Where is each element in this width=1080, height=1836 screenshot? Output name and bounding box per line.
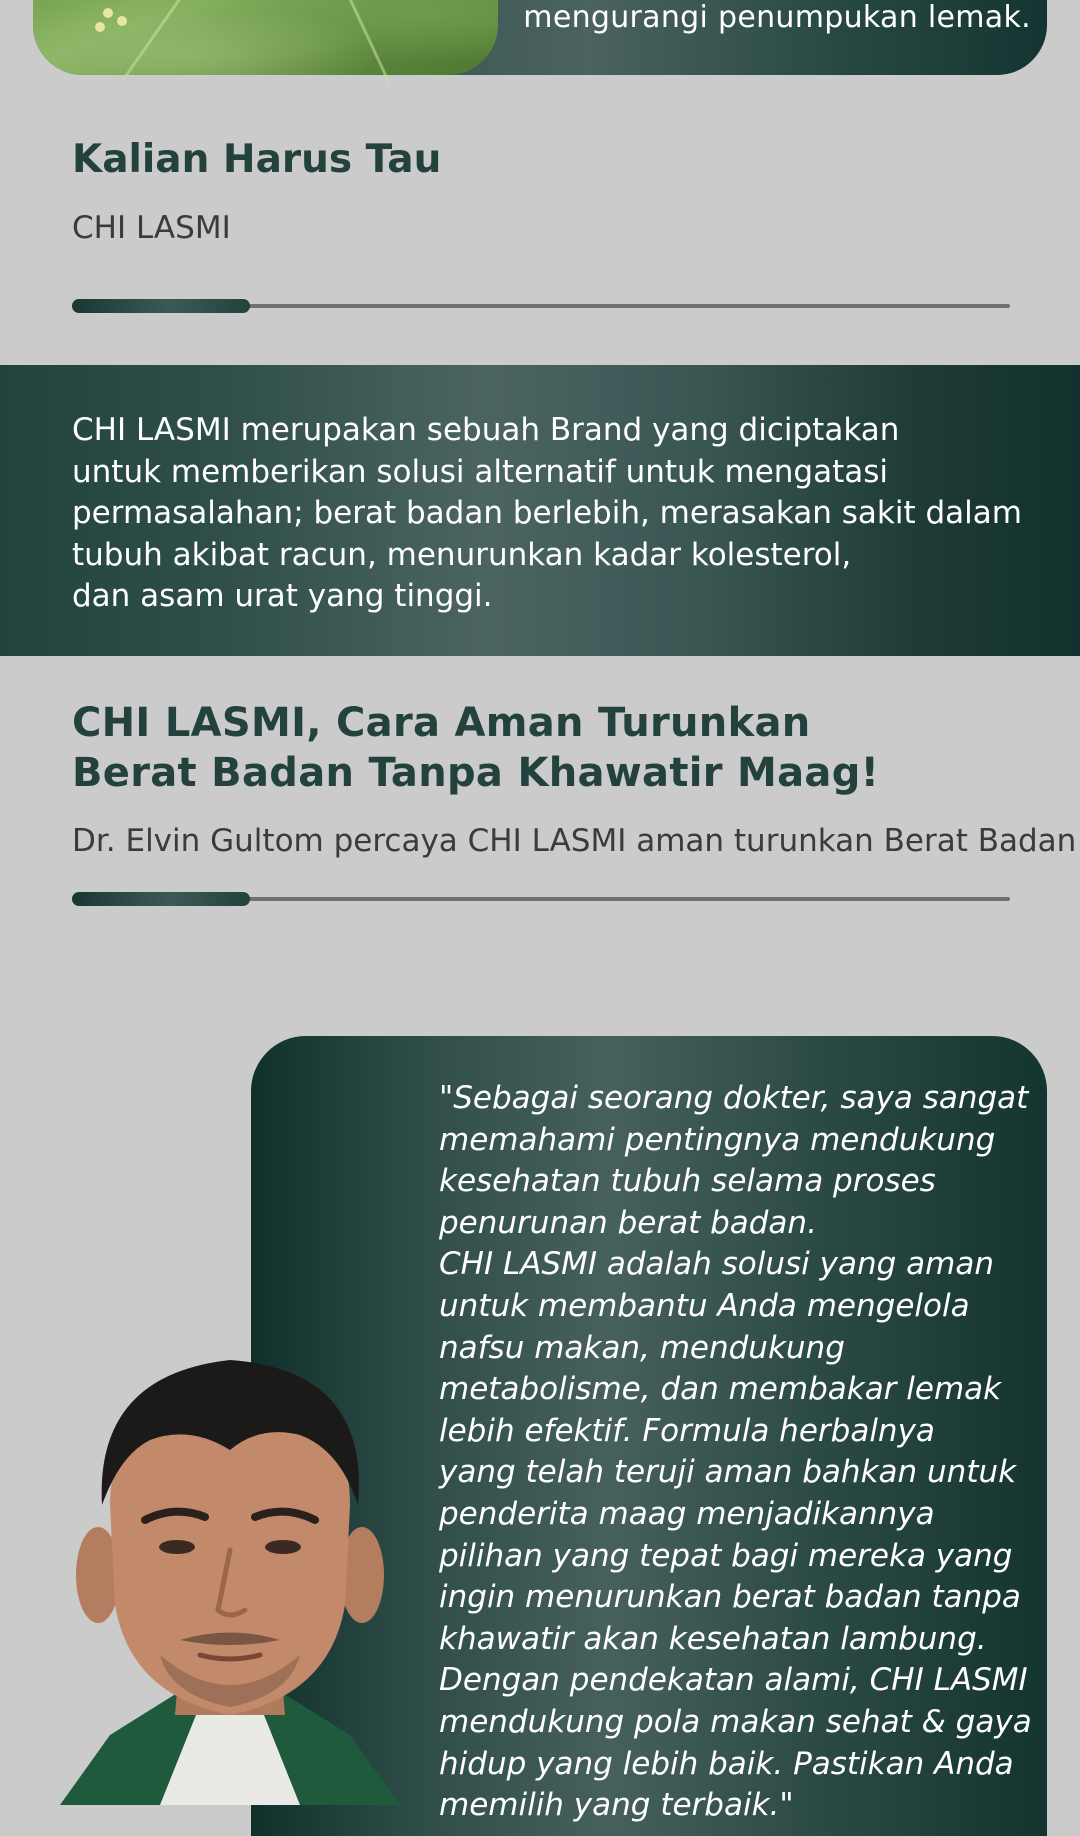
section-title-safe <box>72 698 879 798</box>
progress-bar-safe <box>72 892 1010 906</box>
quote-line: lebih efektif. Formula herbalnya <box>439 1412 935 1449</box>
progress-fill <box>72 299 250 313</box>
quote-line: untuk membantu Anda mengelola <box>439 1287 970 1324</box>
quote-line: CHI LASMI adalah solusi yang aman <box>439 1246 994 1283</box>
quote-line: penurunan berat badan. <box>439 1204 817 1241</box>
progress-fill <box>72 892 250 906</box>
quote-line: memahami pentingnya mendukung <box>439 1121 996 1158</box>
quote-line: memilih yang terbaik." <box>439 1787 794 1824</box>
about-line: tubuh akibat racun, menurunkan kadar kolesterol, <box>72 536 852 573</box>
quote-line: ingin menurunkan berat badan tanpa <box>439 1579 1021 1616</box>
quote-line: hidup yang lebih baik. Pastikan Anda <box>439 1745 1014 1782</box>
hero-caption: mengurangi penumpukan lemak. <box>523 0 1031 35</box>
testimonial-quote <box>439 1078 1039 1827</box>
quote-line: pilihan yang tepat bagi mereka yang <box>439 1537 1013 1574</box>
quote-line: metabolisme, dan membakar lemak <box>439 1371 1002 1408</box>
doctor-portrait <box>40 1355 420 1805</box>
leaf-image <box>33 0 498 75</box>
quote-line: yang telah teruji aman bahkan untuk <box>439 1454 1017 1491</box>
quote-line: penderita maag menjadikannya <box>439 1495 935 1532</box>
about-line: dan asam urat yang tinggi. <box>72 578 493 614</box>
quote-line: mendukung pola makan sehat & gaya <box>439 1703 1032 1740</box>
section-subtitle-know: CHI LASMI <box>72 210 231 246</box>
quote-line: khawatir akan kesehatan lambung. <box>439 1620 987 1657</box>
progress-bar-know <box>72 299 1010 313</box>
quote-line: nafsu makan, mendukung <box>439 1329 845 1366</box>
about-line: permasalahan; berat badan berlebih, merasakan sakit dalam <box>72 495 1022 531</box>
hero-card <box>33 0 1047 75</box>
section-title-line: Berat Badan Tanpa Khawatir Maag! <box>72 750 880 796</box>
about-line: CHI LASMI merupakan sebuah Brand yang diciptakan <box>72 412 900 448</box>
section-subtitle-safe: Dr. Elvin Gultom percaya CHI LASMI aman turunkan Berat Badan <box>72 823 1077 859</box>
quote-line: "Sebagai seorang dokter, saya sangat <box>439 1080 1029 1116</box>
section-title-know: Kalian Harus Tau <box>72 137 442 182</box>
quote-line: Dengan pendekatan alami, CHI LASMI <box>439 1662 1028 1699</box>
section-title-line: CHI LASMI, Cara Aman Turunkan <box>72 700 811 746</box>
about-text <box>72 410 1032 618</box>
about-line: untuk memberikan solusi alternatif untuk mengatasi <box>72 453 889 490</box>
about-band <box>0 365 1080 656</box>
quote-line: kesehatan tubuh selama proses <box>439 1163 936 1200</box>
